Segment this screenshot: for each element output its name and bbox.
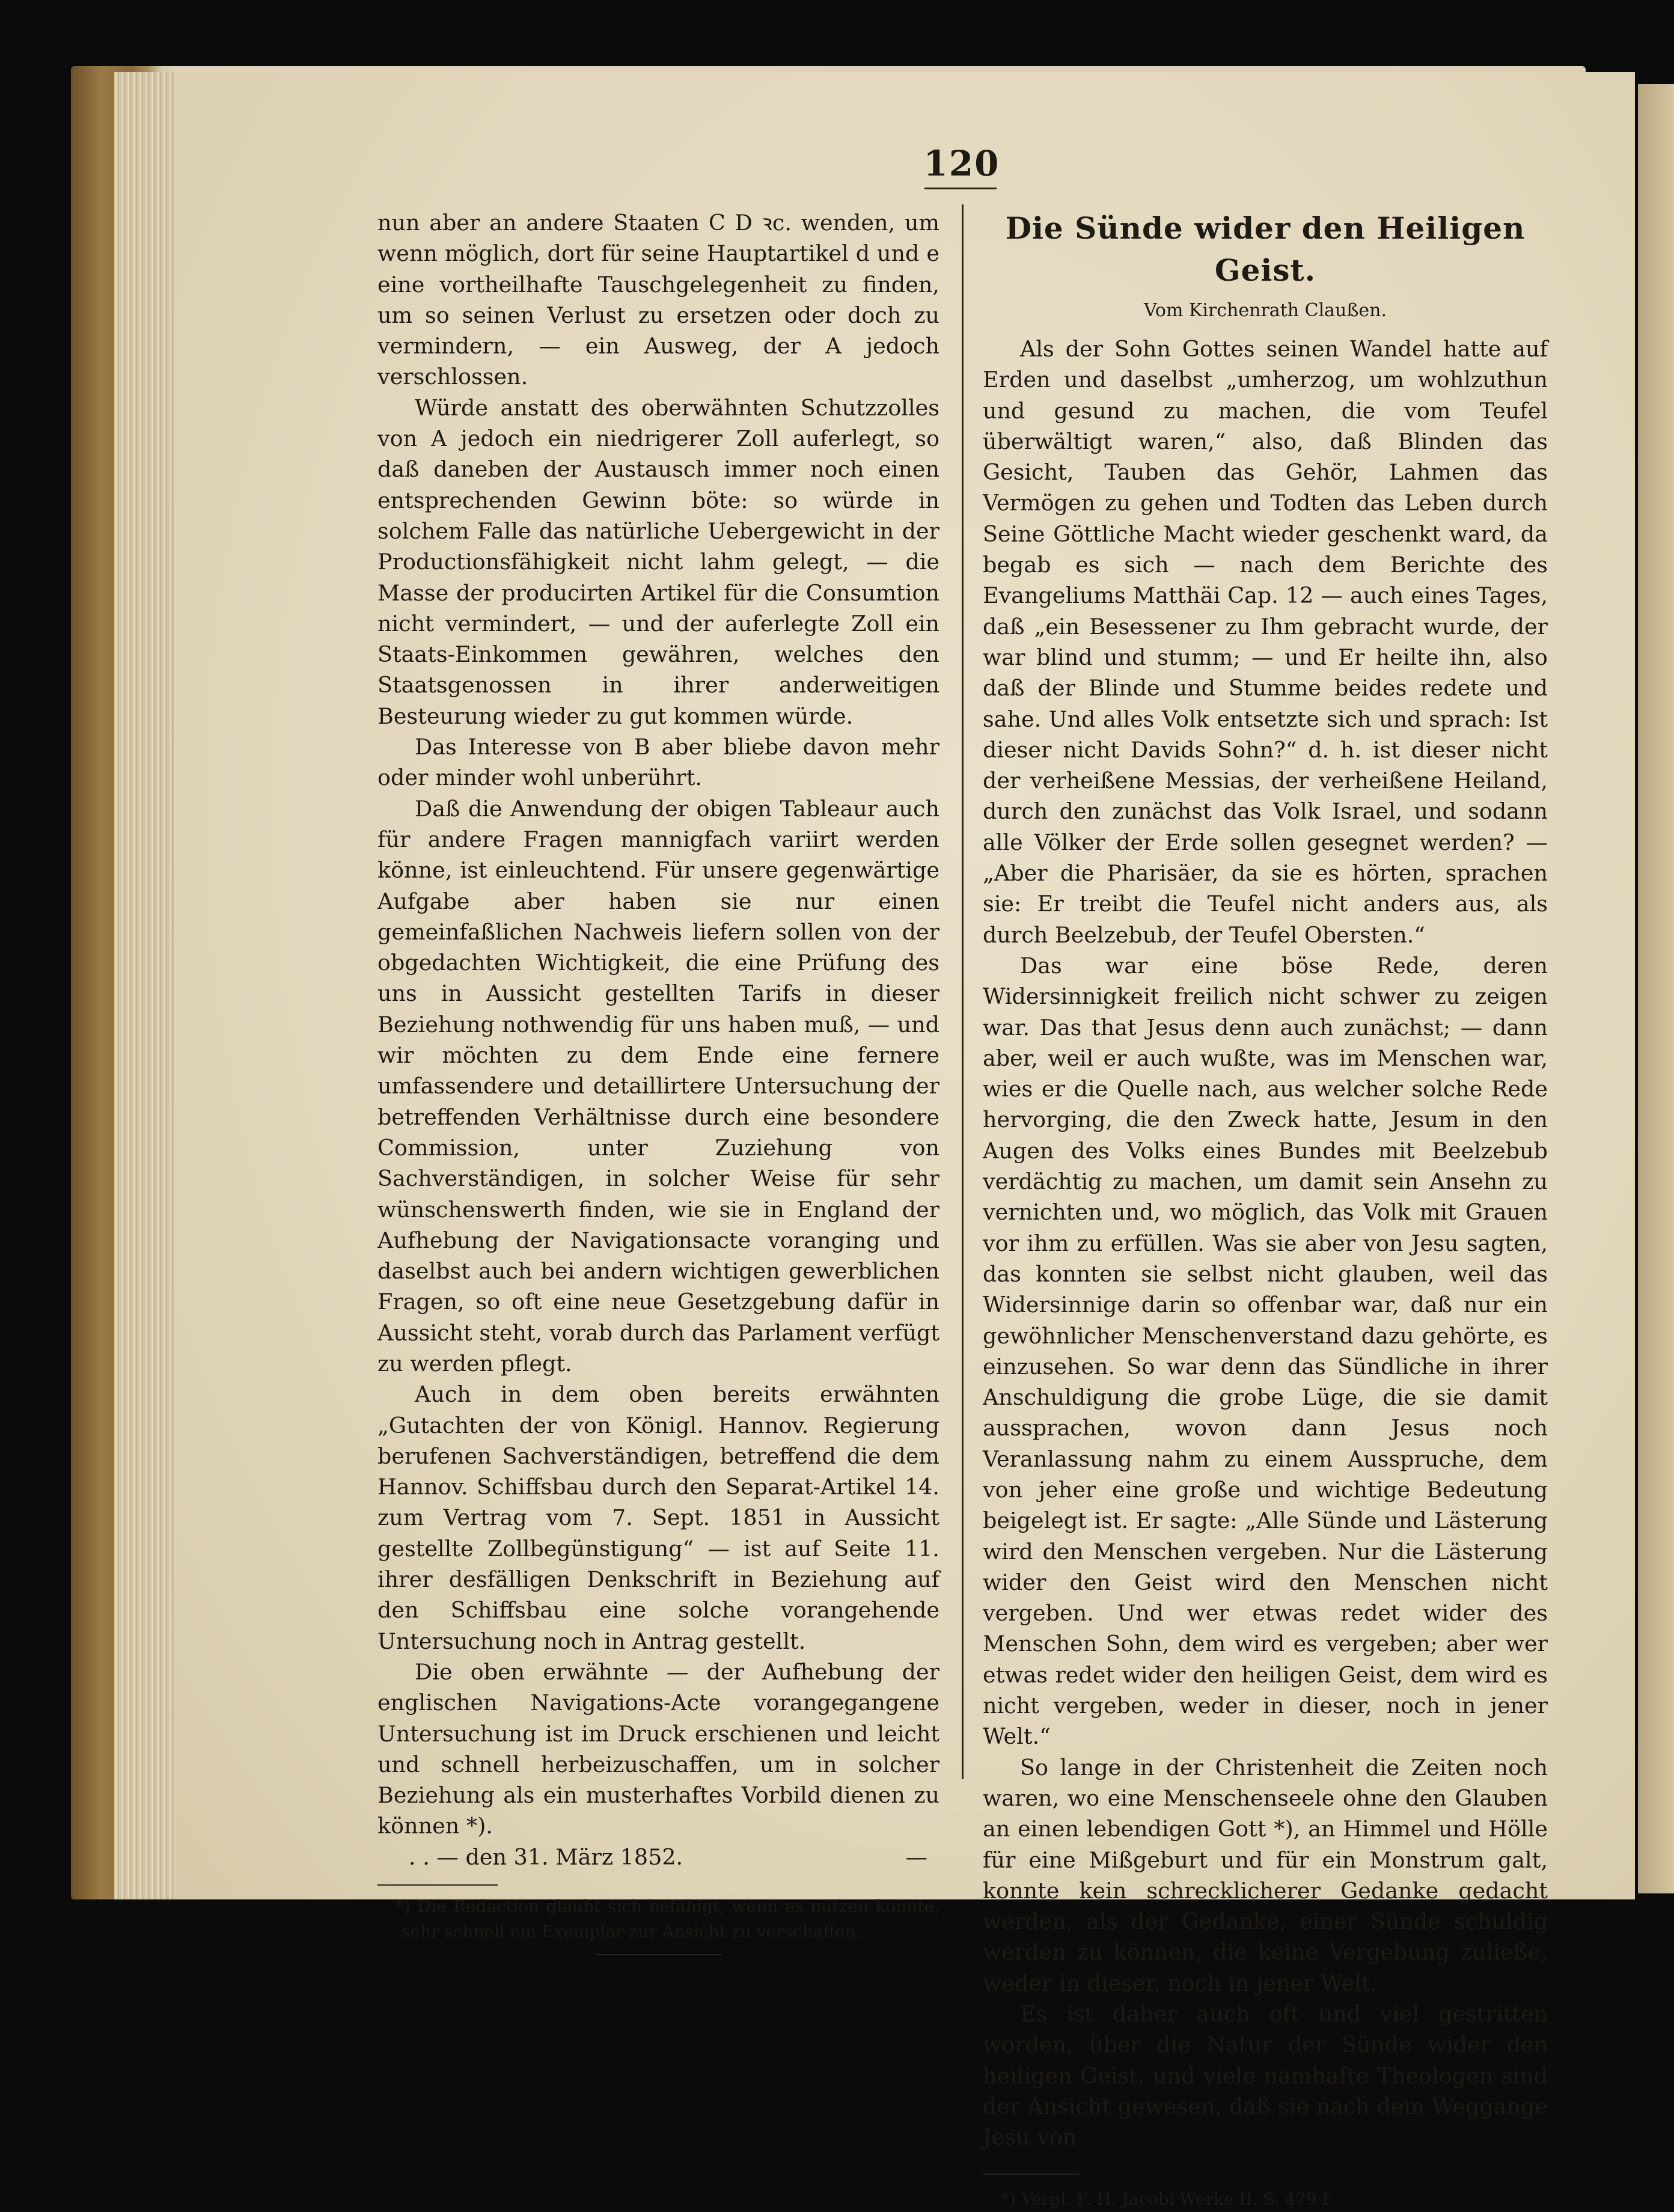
footnote-rule xyxy=(377,1884,498,1886)
page-number: 120 xyxy=(923,143,1000,184)
right-column xyxy=(983,207,1548,2212)
footnote: *) Vergl. F. H. Jacobi Werke II. S. 479 f. xyxy=(1001,2189,1333,2209)
dateline xyxy=(377,1842,939,1872)
left-paragraph: nun aber an andere Staaten C D ꝛc. wenden, um wenn möglich, dort für seine Hauptartikel d und e eine vortheilhafte Tauschgelegenheit zu finden, um so seinen Verlust zu ersetzen oder doch zu vermindern, — ein Ausweg, der A jedoch verschlossen. xyxy=(377,210,939,390)
left-paragraph: Auch in dem oben bereits erwähnten „Gutachten der von Königl. Hannov. Regierung berufenen Sachverständigen, betreffend die dem Hannov. Schiffsbau durch den Separat-Artikel 14. zum Vertrag vom 7. Sept. 1851 in Aussicht gestellte Zollbegünstigung“ — ist auf Seite 11. ihrer desfälligen Denkschrift in Beziehung auf den Schiffsbau eine solche vorangehende Untersuchung noch in Antrag gestellt. xyxy=(377,1381,939,1654)
article-byline: Vom Kirchenrath Claußen. xyxy=(1143,300,1387,321)
section-end-rule xyxy=(596,1954,722,1955)
dateline-text: . . — den 31. März 1852. xyxy=(409,1844,683,1870)
left-column xyxy=(377,207,939,1955)
left-paragraph: Würde anstatt des oberwähnten Schutzzolles von A jedoch ein niedrigerer Zoll auferlegt, so daß daneben der Austausch immer noch einen entsprechenden Gewinn böte: so würde in solchem Falle das natürliche Uebergewicht in der Productionsfähigkeit nicht lahm gelegt, — die Masse der producirten Artikel für die Consumtion nicht vermindert, — und der auferlegte Zoll ein Staats-Einkommen gewähren, welches den Staatsgenossen in ihrer anderweitigen Besteurung wieder zu gut kommen würde. xyxy=(377,394,939,729)
left-paragraph: Daß die Anwendung der obigen Tableaur auch für andere Fragen mannigfach variirt werden könne, ist einleuchtend. Für unsere gegenwärtige Aufgabe aber haben sie nur einen gemeinfaßlichen Nachweis liefern sollen von der obgedachten Wichtigkeit, die eine Prüfung des uns in Aussicht gestellten Tarifs in dieser Beziehung nothwendig für uns haben muß, — und wir möchten zu dem Ende eine fernere umfassendere und detaillirtere Untersuchung der betreffenden Verhältnisse durch eine besondere Commission, unter Zuziehung von Sachverständigen, in solcher Weise für sehr wünschenswerth finden, wie sie in England der Aufhebung der Navigationsacte voranging und daselbst auch bei andern wichtigen gewerblichen Fragen, so oft eine neue Gesetzgebung dafür in Aussicht steht, vorab durch das Parlament verfügt zu werden pflegt. xyxy=(377,795,939,1376)
column-divider xyxy=(962,204,964,1779)
right-paragraph: So lange in der Christenheit die Zeiten noch waren, wo eine Menschenseele ohne den Glauben an einen lebendigen Gott *), an Himmel und Hölle für eine Mißgeburt und für ein Monstrum galt, konnte kein schrecklicherer Gedanke gedacht werden, als der Gedanke, einer Sünde schuldig werden zu können, die keine Vergebung zuließe, weder in dieser, noch in jener Welt. xyxy=(983,1754,1548,1996)
header-rule xyxy=(924,188,997,189)
left-paragraph: Die oben erwähnte — der Aufhebung der englischen Navigations-Acte vorangegangene Untersuchung ist im Druck erschienen und leicht und schnell herbeizuschaffen, um in solcher Beziehung als ein musterhaftes Vorbild dienen zu können *). xyxy=(377,1658,939,1839)
footnote-rule xyxy=(983,2174,1079,2175)
page-edges xyxy=(114,72,174,1899)
footnote: *) Die Redaction glaubt sich befähigt, wenn es nützen könnte, sehr schnell ein Exemplar zur Ansicht zu verschaffen. xyxy=(396,1896,939,1942)
next-page-edge xyxy=(1638,84,1674,1893)
article-title: Die Sünde wider den Heiligen Geist. xyxy=(1005,210,1526,288)
right-paragraph: Als der Sohn Gottes seinen Wandel hatte auf Erden und daselbst „umherzog, um wohlzuthun und gesund zu machen, die vom Teufel überwältigt waren,“ also, daß Blinden das Gesicht, Tauben das Gehör, Lahmen das Vermögen zu gehen und Todten das Leben durch Seine Göttliche Macht wieder geschenkt ward, da begab es sich — nach dem Berichte des Evangeliums Matthäi Cap. 12 — auch eines Tages, daß „ein Besessener zu Ihm gebracht wurde, der war blind und stumm; — und Er heilte ihn, also daß der Blinde und Stumme beides redete und sahe. Und alles Volk entsetzte sich und sprach: Ist dieser nicht Davids Sohn?“ d. h. ist dieser nicht der verheißene Messias, der verheißene Heiland, durch den zunächst das Volk Israel, und sodann alle Völker der Erde sollen gesegnet werden? — „Aber die Pharisäer, da sie es hörten, sprachen sie: Er treibt die Teufel nicht anders aus, als durch Beelzebub, der Teufel Obersten.“ xyxy=(983,336,1548,948)
left-paragraph: Das Interesse von B aber bliebe davon mehr oder minder wohl unberührt. xyxy=(377,734,939,791)
dateline-dash: — xyxy=(905,1844,927,1870)
right-paragraph: Das war eine böse Rede, deren Widersinnigkeit freilich nicht schwer zu zeigen war. Das that Jesus denn auch zunächst; — dann aber, weil er auch wußte, was im Menschen war, wies er die Quelle nach, aus welcher solche Rede hervorging, die den Zweck hatte, Jesum in den Augen des Volks eines Bundes mit Beelzebub verdächtig zu machen, um damit sein Ansehn zu vernichten und, wo möglich, das Volk mit Grauen vor ihm zu erfüllen. Was sie aber von Jesu sagten, das konnten sie selbst nicht glauben, weil das Widersinnige darin so offenbar war, daß nur ein gewöhnlicher Menschenverstand dazu gehörte, es einzusehen. So war denn das Sündliche in ihrer Anschuldigung die grobe Lüge, die sie damit aussprachen, wovon dann Jesus noch Veranlassung nahm zu einem Ausspruche, dem von jeher eine große und wichtige Bedeutung beigelegt ist. Er sagte: „Alle Sünde und Lästerung wird den Menschen vergeben. Nur die Lästerung wider den Geist wird den Menschen nicht vergeben. Und wer etwas redet wider des Menschen Sohn, dem wird es vergeben; aber wer etwas redet wider den heiligen Geist, dem wird es nicht vergeben, weder in dieser, noch in jener Welt.“ xyxy=(983,952,1548,1750)
right-paragraph: Es ist daher auch oft und viel gestritten worden, über die Natur der Sünde wider den heiligen Geist, und viele namhafte Theologen sind der Ansicht gewesen, daß sie nach dem Weggange Jesu von xyxy=(983,2001,1548,2151)
